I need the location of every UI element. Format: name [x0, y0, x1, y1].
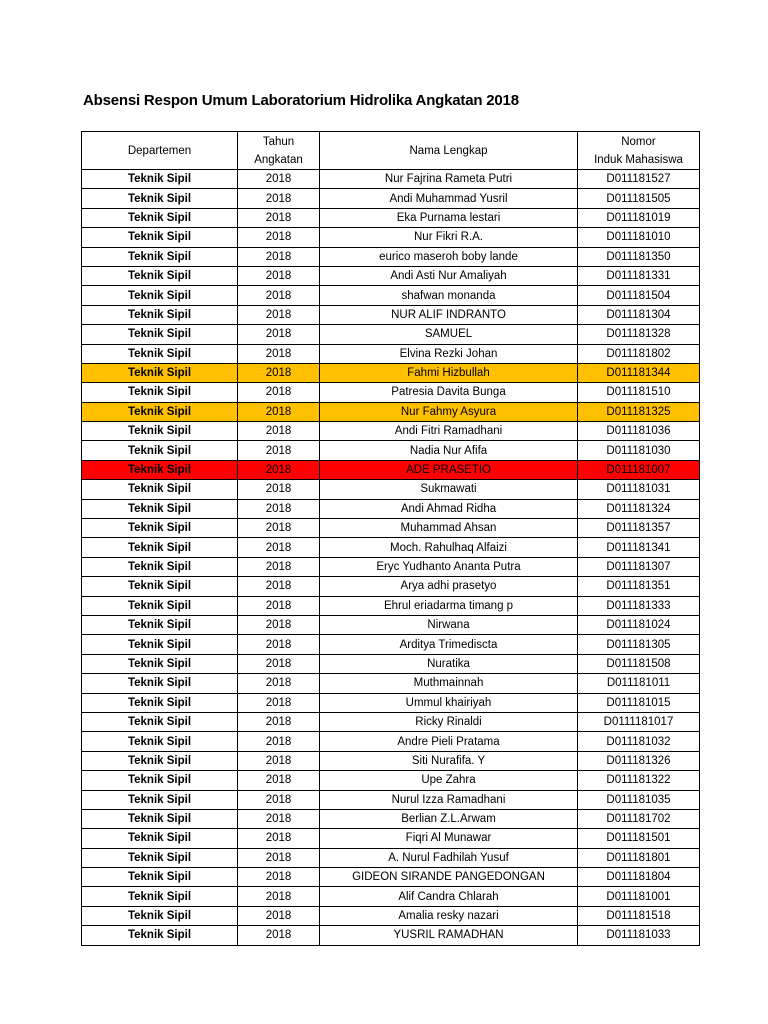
cell-tahun-angkatan: 2018 — [238, 790, 320, 809]
cell-departemen: Teknik Sipil — [82, 363, 238, 382]
table-row — [82, 926, 700, 945]
table-row — [82, 228, 700, 247]
table-row — [82, 247, 700, 266]
cell-nama-lengkap: Nadia Nur Afifa — [320, 441, 578, 460]
table-row — [82, 170, 700, 189]
cell-tahun-angkatan: 2018 — [238, 344, 320, 363]
cell-nama-lengkap: Andre Pieli Pratama — [320, 732, 578, 751]
table-row — [82, 344, 700, 363]
cell-tahun-angkatan: 2018 — [238, 499, 320, 518]
table-row — [82, 751, 700, 770]
cell-departemen: Teknik Sipil — [82, 480, 238, 499]
table-row — [82, 286, 700, 305]
cell-nomor-induk: D011181508 — [578, 654, 700, 673]
table-row — [82, 809, 700, 828]
table-row — [82, 615, 700, 634]
cell-nama-lengkap: Andi Asti Nur Amaliyah — [320, 266, 578, 285]
cell-departemen: Teknik Sipil — [82, 868, 238, 887]
cell-nama-lengkap: Muthmainnah — [320, 674, 578, 693]
document-title: Absensi Respon Umum Laboratorium Hidrolika Angkatan 2018 — [83, 92, 519, 109]
cell-nama-lengkap: Nuratika — [320, 654, 578, 673]
cell-nomor-induk: D011181030 — [578, 441, 700, 460]
cell-nama-lengkap: YUSRIL RAMADHAN — [320, 926, 578, 945]
cell-nama-lengkap: A. Nurul Fadhilah Yusuf — [320, 848, 578, 867]
cell-nama-lengkap: Ehrul eriadarma timang p — [320, 596, 578, 615]
table-row — [82, 460, 700, 479]
cell-departemen: Teknik Sipil — [82, 712, 238, 731]
cell-nomor-induk: D011181307 — [578, 557, 700, 576]
cell-departemen: Teknik Sipil — [82, 325, 238, 344]
header-departemen-label: Departemen — [127, 144, 192, 157]
cell-departemen: Teknik Sipil — [82, 829, 238, 848]
table-row — [82, 790, 700, 809]
cell-tahun-angkatan: 2018 — [238, 460, 320, 479]
table-row — [82, 402, 700, 421]
table-row — [82, 577, 700, 596]
cell-nomor-induk: D011181015 — [578, 693, 700, 712]
cell-departemen: Teknik Sipil — [82, 557, 238, 576]
cell-departemen: Teknik Sipil — [82, 771, 238, 790]
cell-departemen: Teknik Sipil — [82, 674, 238, 693]
cell-departemen: Teknik Sipil — [82, 538, 238, 557]
cell-departemen: Teknik Sipil — [82, 615, 238, 634]
cell-nama-lengkap: eurico maseroh boby lande — [320, 247, 578, 266]
cell-nomor-induk: D011181032 — [578, 732, 700, 751]
cell-nomor-induk: D011181328 — [578, 325, 700, 344]
cell-departemen: Teknik Sipil — [82, 247, 238, 266]
cell-nama-lengkap: Nur Fajrina Rameta Putri — [320, 170, 578, 189]
cell-nomor-induk: D011181331 — [578, 266, 700, 285]
cell-nama-lengkap: Nur Fahmy Asyura — [320, 402, 578, 421]
table-row — [82, 363, 700, 382]
table-row — [82, 383, 700, 402]
cell-nomor-induk: D011181024 — [578, 615, 700, 634]
cell-tahun-angkatan: 2018 — [238, 305, 320, 324]
header-nama-lengkap — [320, 132, 578, 170]
cell-tahun-angkatan: 2018 — [238, 635, 320, 654]
cell-tahun-angkatan: 2018 — [238, 829, 320, 848]
cell-nomor-induk: D011181305 — [578, 635, 700, 654]
cell-departemen: Teknik Sipil — [82, 809, 238, 828]
cell-tahun-angkatan: 2018 — [238, 887, 320, 906]
cell-tahun-angkatan: 2018 — [238, 577, 320, 596]
cell-nomor-induk: D011181504 — [578, 286, 700, 305]
cell-nomor-induk: D011181357 — [578, 519, 700, 538]
cell-tahun-angkatan: 2018 — [238, 247, 320, 266]
table-row — [82, 829, 700, 848]
table-row — [82, 732, 700, 751]
cell-nomor-induk: D011181341 — [578, 538, 700, 557]
cell-departemen: Teknik Sipil — [82, 790, 238, 809]
cell-departemen: Teknik Sipil — [82, 732, 238, 751]
cell-departemen: Teknik Sipil — [82, 887, 238, 906]
table-row — [82, 441, 700, 460]
cell-tahun-angkatan: 2018 — [238, 208, 320, 227]
cell-tahun-angkatan: 2018 — [238, 170, 320, 189]
cell-departemen: Teknik Sipil — [82, 286, 238, 305]
cell-tahun-angkatan: 2018 — [238, 674, 320, 693]
table-row — [82, 422, 700, 441]
cell-nama-lengkap: NUR ALIF INDRANTO — [320, 305, 578, 324]
cell-departemen: Teknik Sipil — [82, 460, 238, 479]
table-row — [82, 712, 700, 731]
table-body — [82, 170, 700, 946]
cell-tahun-angkatan: 2018 — [238, 286, 320, 305]
cell-tahun-angkatan: 2018 — [238, 228, 320, 247]
cell-nama-lengkap: Arya adhi prasetyo — [320, 577, 578, 596]
cell-nama-lengkap: SAMUEL — [320, 325, 578, 344]
cell-nomor-induk: D011181801 — [578, 848, 700, 867]
header-nama-label: Nama Lengkap — [409, 144, 488, 157]
header-tahun-label: Tahun — [262, 135, 295, 148]
table-header — [82, 132, 700, 170]
table-row — [82, 557, 700, 576]
table-row — [82, 266, 700, 285]
cell-nama-lengkap: Ricky Rinaldi — [320, 712, 578, 731]
header-departemen — [82, 132, 238, 170]
cell-tahun-angkatan: 2018 — [238, 383, 320, 402]
cell-nomor-induk: D011181033 — [578, 926, 700, 945]
cell-departemen: Teknik Sipil — [82, 266, 238, 285]
cell-nomor-induk: D011181031 — [578, 480, 700, 499]
table-row — [82, 499, 700, 518]
cell-nomor-induk: D011181350 — [578, 247, 700, 266]
cell-nomor-induk: D011181011 — [578, 674, 700, 693]
cell-nama-lengkap: Muhammad Ahsan — [320, 519, 578, 538]
cell-nama-lengkap: Arditya Trimediscta — [320, 635, 578, 654]
cell-nama-lengkap: shafwan monanda — [320, 286, 578, 305]
cell-departemen: Teknik Sipil — [82, 926, 238, 945]
header-angkatan-label: Angkatan — [254, 153, 303, 166]
cell-departemen: Teknik Sipil — [82, 441, 238, 460]
cell-nomor-induk: D011181019 — [578, 208, 700, 227]
table-row — [82, 674, 700, 693]
table-row — [82, 325, 700, 344]
cell-nomor-induk: D011181036 — [578, 422, 700, 441]
cell-departemen: Teknik Sipil — [82, 208, 238, 227]
table-row — [82, 654, 700, 673]
cell-nomor-induk: D011181351 — [578, 577, 700, 596]
cell-departemen: Teknik Sipil — [82, 383, 238, 402]
cell-tahun-angkatan: 2018 — [238, 926, 320, 945]
cell-tahun-angkatan: 2018 — [238, 596, 320, 615]
cell-tahun-angkatan: 2018 — [238, 712, 320, 731]
cell-departemen: Teknik Sipil — [82, 577, 238, 596]
cell-nomor-induk: D011181344 — [578, 363, 700, 382]
table-row — [82, 693, 700, 712]
header-induk-label: Induk Mahasiswa — [594, 153, 683, 166]
table-row — [82, 771, 700, 790]
header-nomor-induk — [578, 132, 700, 170]
cell-departemen: Teknik Sipil — [82, 751, 238, 770]
table-row — [82, 848, 700, 867]
cell-departemen: Teknik Sipil — [82, 654, 238, 673]
cell-tahun-angkatan: 2018 — [238, 868, 320, 887]
cell-tahun-angkatan: 2018 — [238, 189, 320, 208]
cell-nama-lengkap: Moch. Rahulhaq Alfaizi — [320, 538, 578, 557]
cell-nomor-induk: D011181007 — [578, 460, 700, 479]
cell-nama-lengkap: Eka Purnama lestari — [320, 208, 578, 227]
cell-nomor-induk: D011181518 — [578, 906, 700, 925]
cell-nama-lengkap: Andi Muhammad Yusril — [320, 189, 578, 208]
table-row — [82, 887, 700, 906]
cell-tahun-angkatan: 2018 — [238, 557, 320, 576]
cell-nama-lengkap: Sukmawati — [320, 480, 578, 499]
cell-tahun-angkatan: 2018 — [238, 906, 320, 925]
cell-nomor-induk: D011181304 — [578, 305, 700, 324]
table-row — [82, 208, 700, 227]
cell-tahun-angkatan: 2018 — [238, 363, 320, 382]
cell-nama-lengkap: Nurul Izza Ramadhani — [320, 790, 578, 809]
cell-nomor-induk: D011181802 — [578, 344, 700, 363]
cell-tahun-angkatan: 2018 — [238, 538, 320, 557]
cell-nomor-induk: D011181322 — [578, 771, 700, 790]
cell-nomor-induk: D011181324 — [578, 499, 700, 518]
cell-tahun-angkatan: 2018 — [238, 480, 320, 499]
cell-nama-lengkap: Siti Nurafifa. Y — [320, 751, 578, 770]
cell-departemen: Teknik Sipil — [82, 519, 238, 538]
cell-nomor-induk: D011181702 — [578, 809, 700, 828]
header-tahun-angkatan — [238, 132, 320, 170]
table-row — [82, 868, 700, 887]
cell-tahun-angkatan: 2018 — [238, 266, 320, 285]
cell-nama-lengkap: GIDEON SIRANDE PANGEDONGAN — [320, 868, 578, 887]
cell-nama-lengkap: Alif Candra Chlarah — [320, 887, 578, 906]
table-row — [82, 635, 700, 654]
cell-nomor-induk: D011181501 — [578, 829, 700, 848]
cell-nomor-induk: D011181010 — [578, 228, 700, 247]
cell-nama-lengkap: Fiqri Al Munawar — [320, 829, 578, 848]
cell-departemen: Teknik Sipil — [82, 906, 238, 925]
cell-tahun-angkatan: 2018 — [238, 402, 320, 421]
cell-nomor-induk: D011181035 — [578, 790, 700, 809]
cell-tahun-angkatan: 2018 — [238, 422, 320, 441]
cell-departemen: Teknik Sipil — [82, 499, 238, 518]
table-row — [82, 480, 700, 499]
cell-nomor-induk: D011181510 — [578, 383, 700, 402]
cell-tahun-angkatan: 2018 — [238, 615, 320, 634]
cell-tahun-angkatan: 2018 — [238, 519, 320, 538]
cell-tahun-angkatan: 2018 — [238, 751, 320, 770]
cell-nama-lengkap: Nur Fikri R.A. — [320, 228, 578, 247]
cell-nama-lengkap: Patresia Davita Bunga — [320, 383, 578, 402]
cell-departemen: Teknik Sipil — [82, 189, 238, 208]
header-nomor-label: Nomor — [621, 135, 656, 148]
cell-nama-lengkap: Eryc Yudhanto Ananta Putra — [320, 557, 578, 576]
cell-nomor-induk: D011181804 — [578, 868, 700, 887]
table-row — [82, 305, 700, 324]
table-row — [82, 538, 700, 557]
cell-departemen: Teknik Sipil — [82, 402, 238, 421]
cell-nomor-induk: D011181325 — [578, 402, 700, 421]
cell-nama-lengkap: Upe Zahra — [320, 771, 578, 790]
cell-nama-lengkap: Elvina Rezki Johan — [320, 344, 578, 363]
cell-departemen: Teknik Sipil — [82, 596, 238, 615]
cell-nama-lengkap: Nirwana — [320, 615, 578, 634]
cell-nomor-induk: D011181001 — [578, 887, 700, 906]
table-row — [82, 596, 700, 615]
cell-nama-lengkap: Fahmi Hizbullah — [320, 363, 578, 382]
cell-nama-lengkap: Berlian Z.L.Arwam — [320, 809, 578, 828]
header-row — [82, 132, 700, 170]
cell-departemen: Teknik Sipil — [82, 693, 238, 712]
cell-tahun-angkatan: 2018 — [238, 732, 320, 751]
cell-nama-lengkap: Andi Ahmad Ridha — [320, 499, 578, 518]
cell-departemen: Teknik Sipil — [82, 228, 238, 247]
cell-tahun-angkatan: 2018 — [238, 809, 320, 828]
cell-nama-lengkap: Andi Fitri Ramadhani — [320, 422, 578, 441]
cell-departemen: Teknik Sipil — [82, 344, 238, 363]
cell-tahun-angkatan: 2018 — [238, 441, 320, 460]
cell-nomor-induk: D0111181017 — [578, 712, 700, 731]
cell-nama-lengkap: ADE PRASETIO — [320, 460, 578, 479]
cell-tahun-angkatan: 2018 — [238, 693, 320, 712]
cell-departemen: Teknik Sipil — [82, 170, 238, 189]
cell-tahun-angkatan: 2018 — [238, 325, 320, 344]
cell-nomor-induk: D011181505 — [578, 189, 700, 208]
cell-tahun-angkatan: 2018 — [238, 771, 320, 790]
cell-nama-lengkap: Ummul khairiyah — [320, 693, 578, 712]
table-row — [82, 906, 700, 925]
cell-tahun-angkatan: 2018 — [238, 654, 320, 673]
table-row — [82, 519, 700, 538]
cell-nomor-induk: D011181326 — [578, 751, 700, 770]
table-row — [82, 189, 700, 208]
cell-departemen: Teknik Sipil — [82, 305, 238, 324]
cell-nomor-induk: D011181333 — [578, 596, 700, 615]
attendance-table — [81, 131, 700, 946]
cell-departemen: Teknik Sipil — [82, 848, 238, 867]
cell-departemen: Teknik Sipil — [82, 422, 238, 441]
cell-nomor-induk: D011181527 — [578, 170, 700, 189]
cell-nama-lengkap: Amalia resky nazari — [320, 906, 578, 925]
cell-departemen: Teknik Sipil — [82, 635, 238, 654]
cell-tahun-angkatan: 2018 — [238, 848, 320, 867]
